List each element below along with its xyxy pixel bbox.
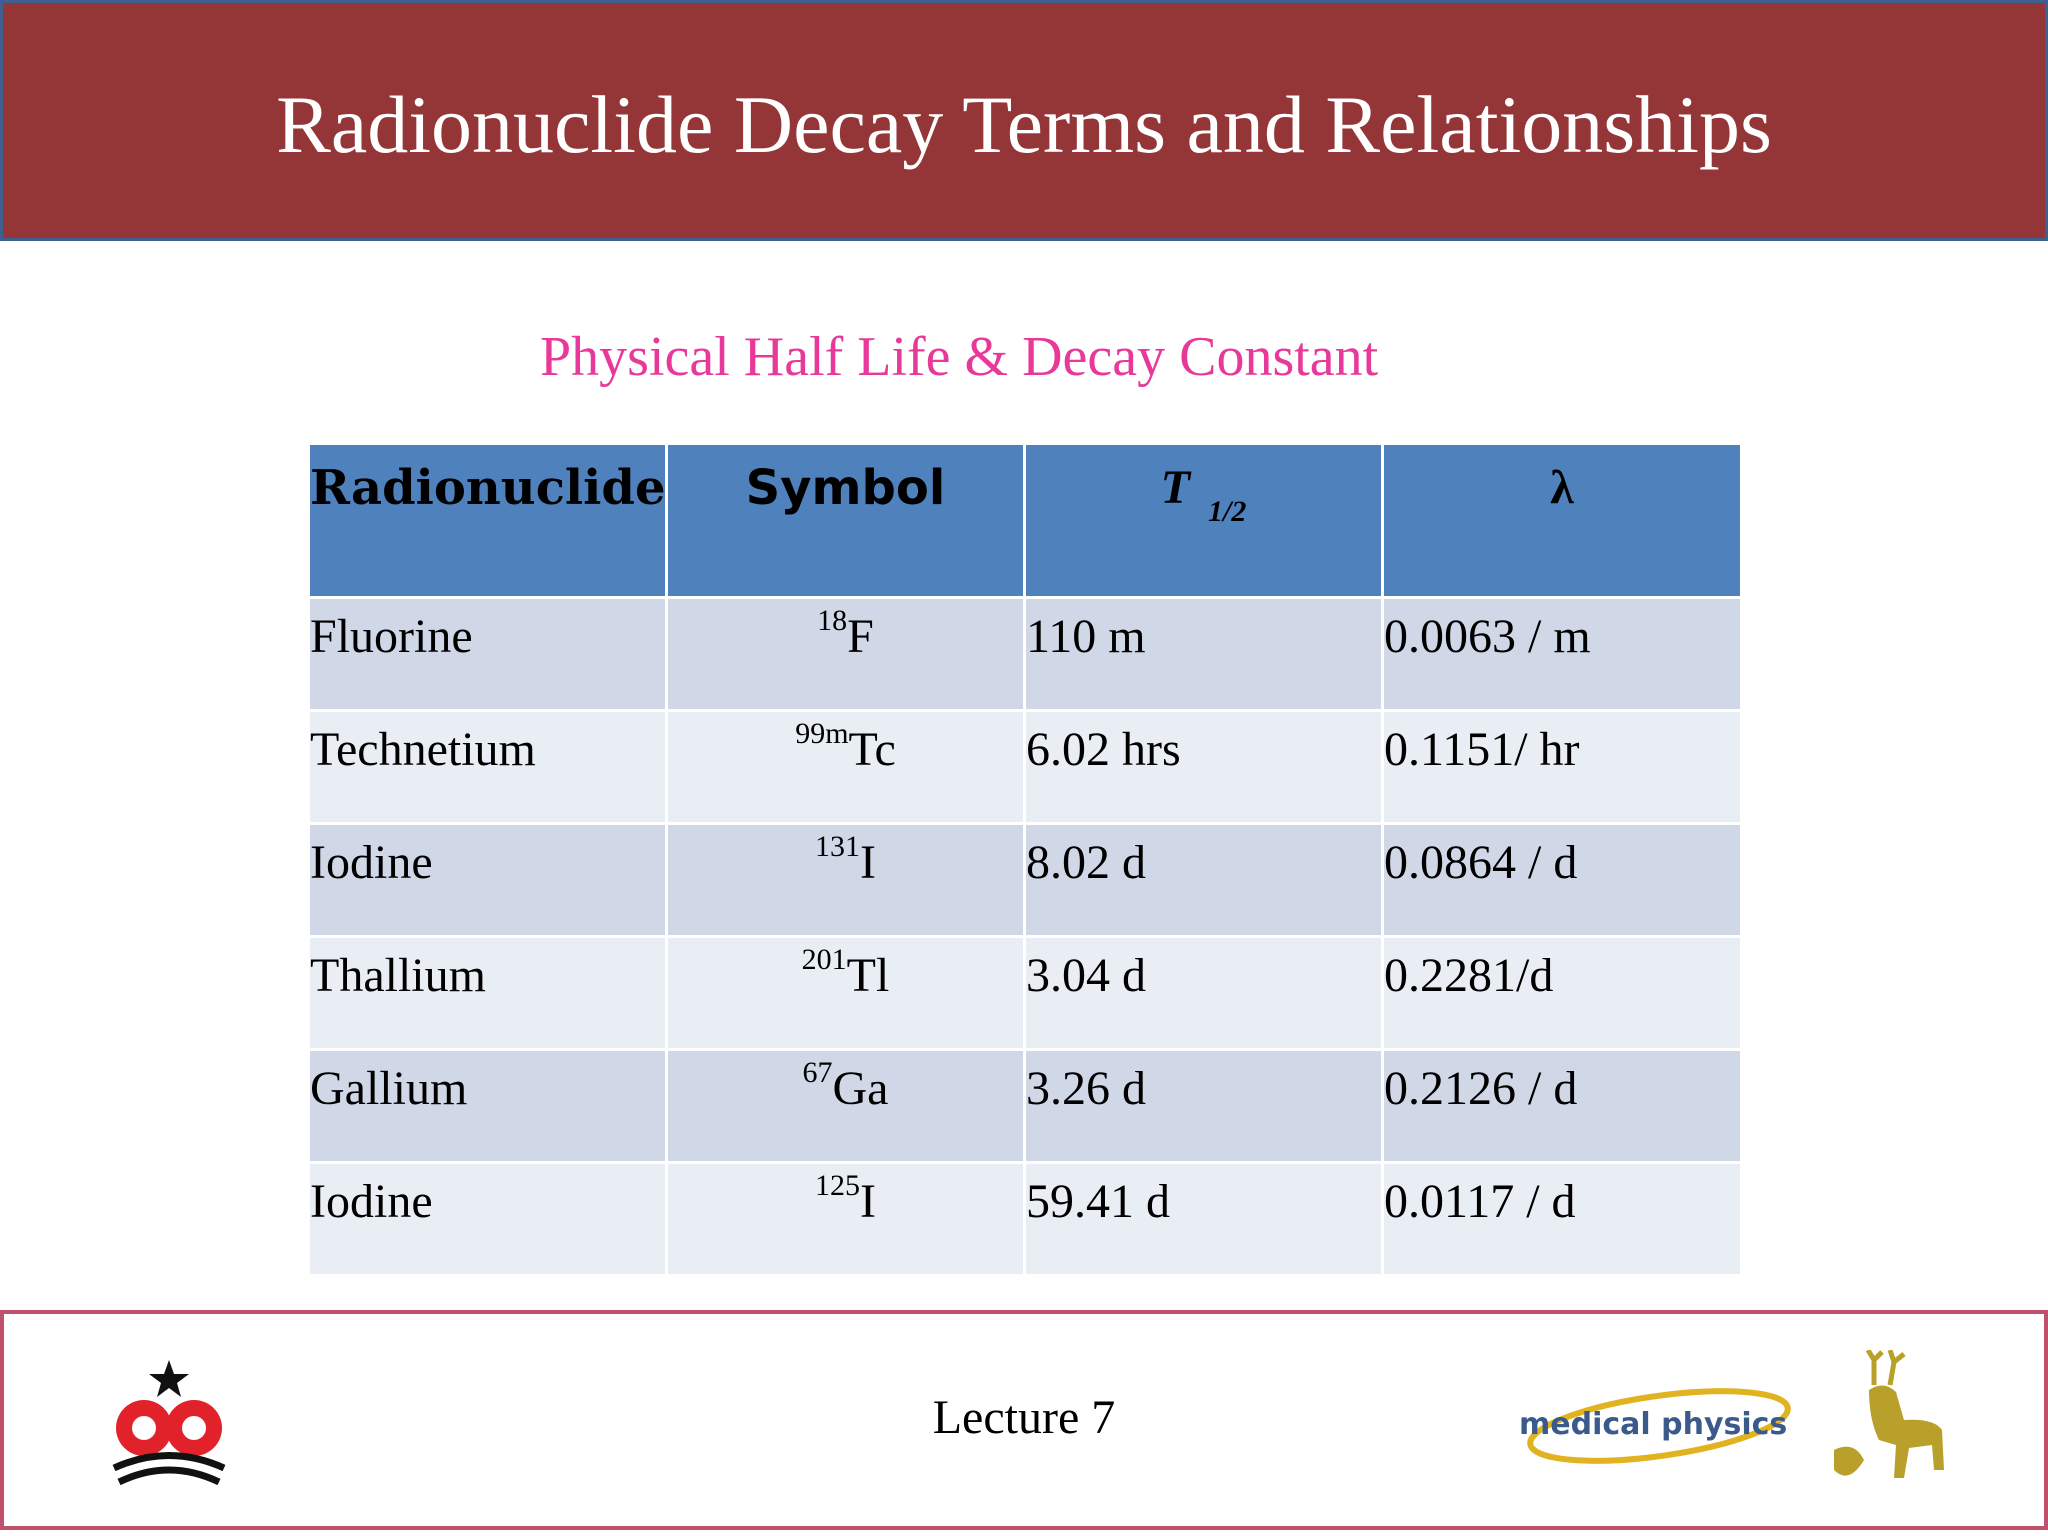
table-row — [309, 598, 1742, 711]
cell-half-life: 6.02 hrs — [1025, 711, 1383, 824]
symbol-element: Ga — [832, 1062, 889, 1115]
table-row — [309, 1163, 1742, 1276]
header-half-life — [1025, 444, 1383, 598]
header-radionuclide: Radionuclide — [309, 444, 667, 598]
cell-half-life: 110 m — [1025, 598, 1383, 711]
cell-radionuclide: Thallium — [309, 937, 667, 1050]
medical-physics-logo-text: medical physics — [1519, 1407, 1788, 1442]
cell-decay-constant: 0.0864 / d — [1383, 824, 1742, 937]
table-row — [309, 824, 1742, 937]
symbol-element: I — [860, 1175, 876, 1228]
medical-physics-logo — [1509, 1374, 1799, 1474]
cell-symbol — [667, 598, 1025, 711]
table-row — [309, 1050, 1742, 1163]
symbol-mass-number: 67 — [802, 1056, 833, 1089]
cell-symbol — [667, 711, 1025, 824]
cell-symbol — [667, 1163, 1025, 1276]
deer-emblem-logo — [1824, 1350, 1954, 1500]
table-subtitle: Physical Half Life & Decay Constant — [540, 326, 1379, 388]
cell-decay-constant: 0.2281/d — [1383, 937, 1742, 1050]
cell-symbol — [667, 937, 1025, 1050]
cell-radionuclide: Iodine — [309, 1163, 667, 1276]
cell-decay-constant: 0.0117 / d — [1383, 1163, 1742, 1276]
symbol-mass-number: 131 — [815, 830, 860, 863]
table-row — [309, 711, 1742, 824]
header-half-life-sub: 1/2 — [1207, 495, 1247, 528]
table-header-row — [309, 444, 1742, 598]
symbol-element: Tc — [848, 723, 896, 776]
cell-half-life: 3.04 d — [1025, 937, 1383, 1050]
header-half-life-main: T — [1160, 461, 1190, 514]
cell-radionuclide: Technetium — [309, 711, 667, 824]
symbol-mass-number: 18 — [817, 604, 848, 637]
table-row — [309, 937, 1742, 1050]
symbol-element: Tl — [846, 949, 890, 1002]
cell-decay-constant: 0.2126 / d — [1383, 1050, 1742, 1163]
cell-half-life: 59.41 d — [1025, 1163, 1383, 1276]
symbol-element: F — [847, 610, 874, 663]
cell-decay-constant: 0.0063 / m — [1383, 598, 1742, 711]
cell-radionuclide: Iodine — [309, 824, 667, 937]
decay-table — [307, 442, 1743, 1277]
symbol-mass-number: 99m — [795, 717, 849, 750]
cell-symbol — [667, 824, 1025, 937]
lecture-label: Lecture 7 — [932, 1391, 1116, 1444]
slide-header — [0, 0, 2048, 241]
cell-decay-constant: 0.1151/ hr — [1383, 711, 1742, 824]
header-symbol: Symbol — [667, 444, 1025, 598]
cell-half-life: 3.26 d — [1025, 1050, 1383, 1163]
symbol-mass-number: 201 — [801, 943, 847, 976]
symbol-mass-number: 125 — [815, 1169, 860, 1202]
slide-footer — [0, 1310, 2048, 1530]
cell-half-life: 8.02 d — [1025, 824, 1383, 937]
slide-title: Radionuclide Decay Terms and Relationships — [276, 79, 1772, 170]
cell-symbol — [667, 1050, 1025, 1163]
symbol-element: I — [860, 836, 876, 889]
header-lambda: λ — [1383, 444, 1742, 598]
cell-radionuclide: Fluorine — [309, 598, 667, 711]
cell-radionuclide: Gallium — [309, 1050, 667, 1163]
